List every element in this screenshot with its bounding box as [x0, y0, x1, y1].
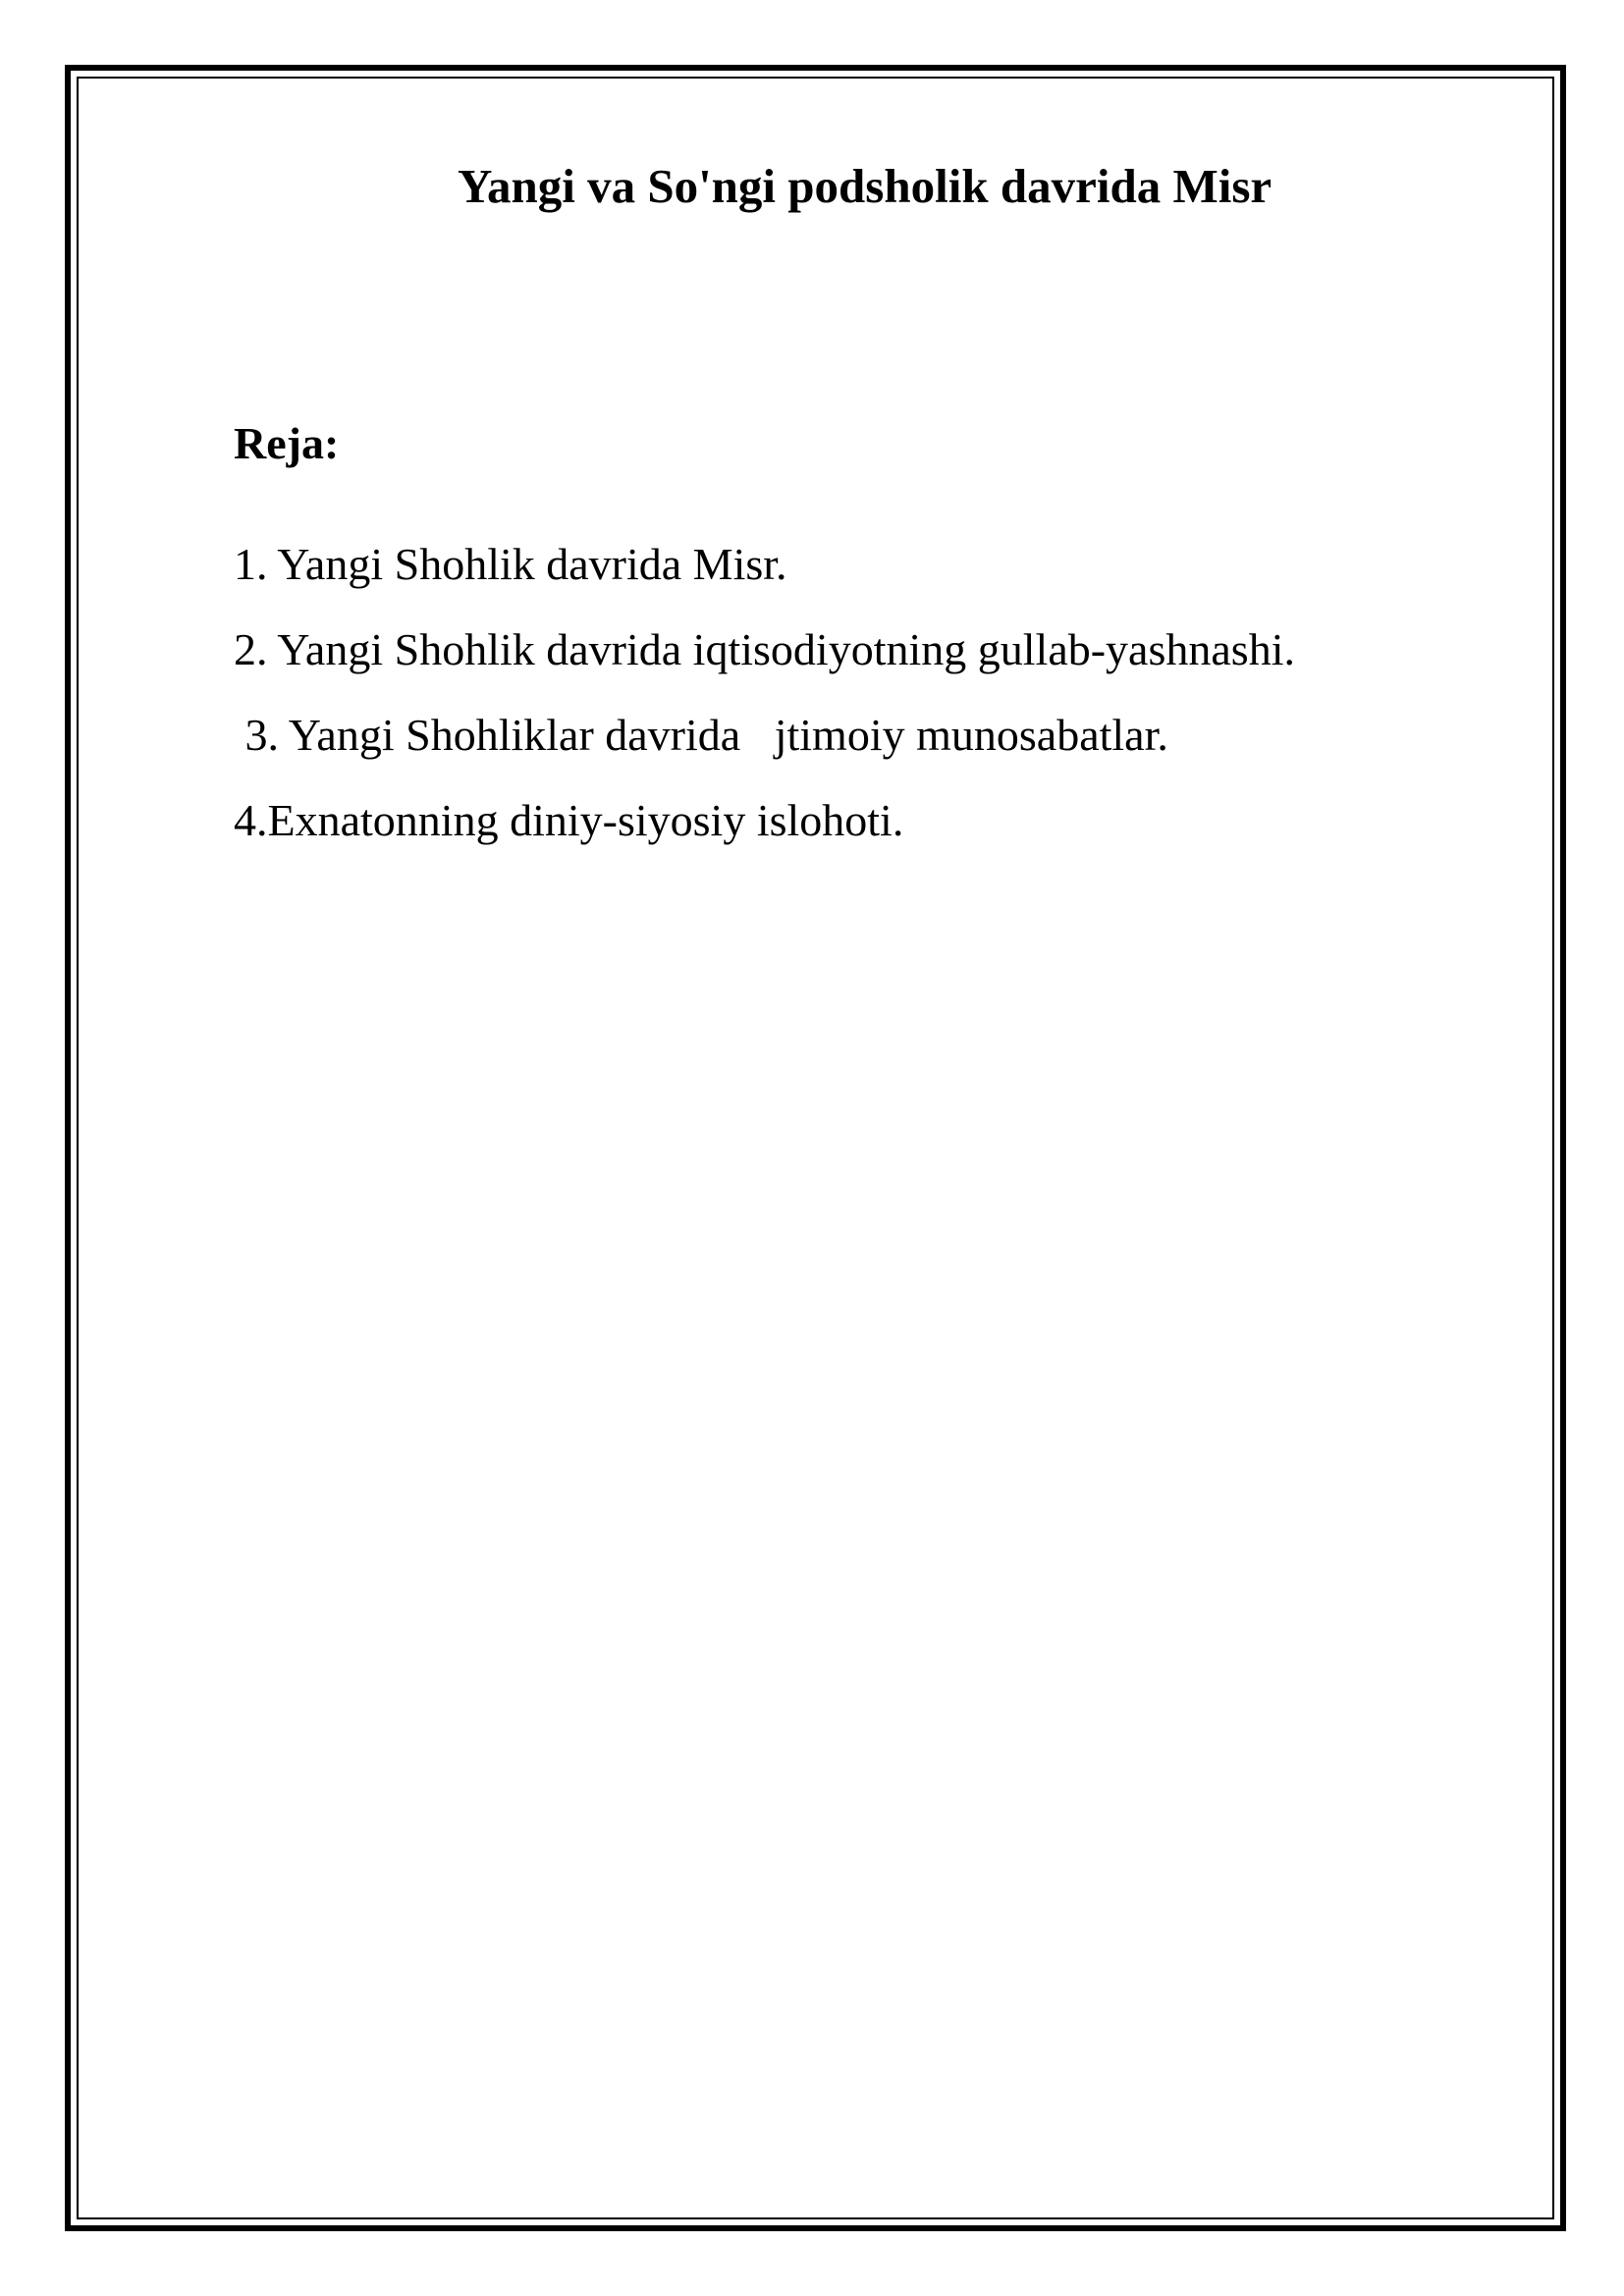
plan-list	[234, 537, 1295, 879]
plan-heading: Reja:	[234, 418, 340, 468]
plan-item: 3. Yangi Shohliklar davrida jtimoiy munosabatlar.	[234, 710, 1168, 760]
page-border-inner	[77, 77, 1554, 2219]
document-title: Yangi va So'ngi podsholik davrida Misr	[458, 159, 1272, 213]
plan-item: 1. Yangi Shohlik davrida Misr.	[234, 539, 787, 589]
plan-item: 4.Exnatonning diniy-siyosiy islohoti.	[234, 795, 904, 845]
plan-item: 2. Yangi Shohlik davrida iqtisodiyotning gullab-yashnashi.	[234, 624, 1295, 674]
